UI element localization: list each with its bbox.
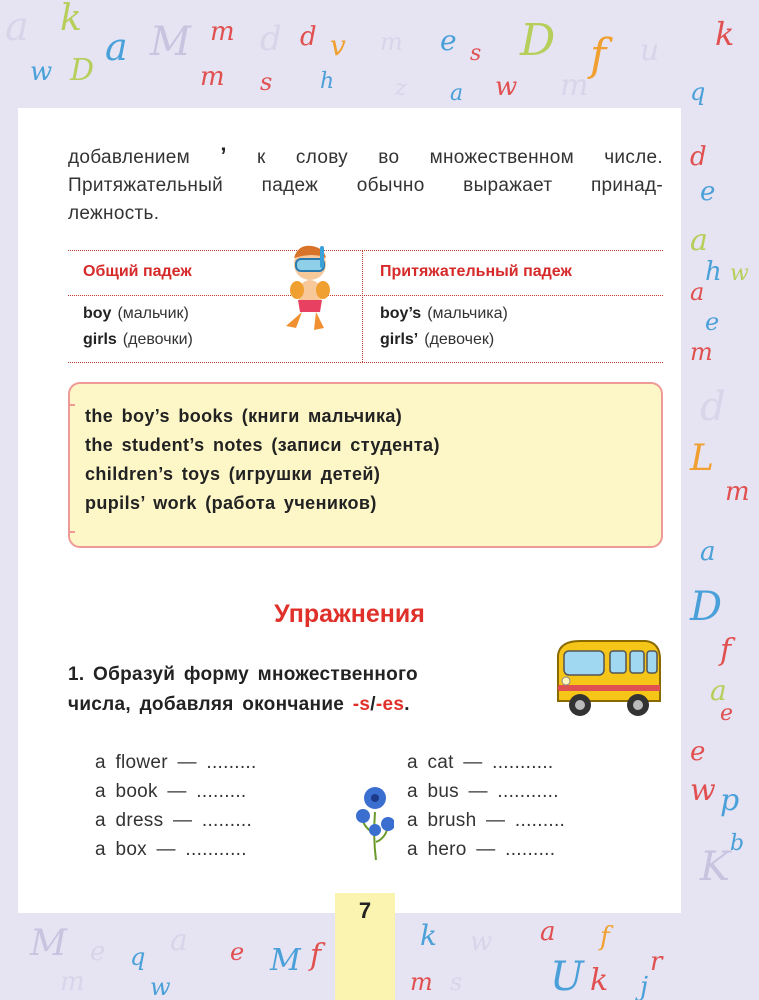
svg-text:m: m (725, 477, 750, 507)
exercise-1-instruction (68, 660, 548, 720)
svg-text:f: f (310, 938, 322, 973)
svg-text:e: e (690, 737, 706, 767)
exercise-word-item: a box — ........... (95, 839, 247, 860)
common-word: girls (83, 331, 117, 348)
svg-text:h: h (320, 69, 335, 94)
svg-text:s: s (260, 68, 273, 96)
svg-text:k: k (590, 963, 609, 998)
case-comparison-table (68, 250, 663, 362)
svg-text:m: m (60, 967, 85, 997)
svg-text:q: q (690, 78, 706, 106)
svg-text:f: f (590, 30, 607, 81)
suffix-es: -es (375, 694, 405, 715)
svg-text:m: m (410, 968, 433, 996)
exercises-heading: Упражнения (274, 600, 425, 628)
example-line: the student’s notes (записи студента) (85, 435, 440, 455)
exercise-word-item: a bus — ........... (407, 781, 559, 802)
svg-text:w: w (470, 927, 493, 957)
svg-text:a: a (540, 917, 556, 947)
svg-text:e: e (700, 177, 716, 207)
svg-text:w: w (150, 973, 171, 1000)
svg-text:d: d (690, 142, 707, 172)
cornflower-illustration (356, 782, 394, 862)
apostrophe-mark: ’ (220, 143, 227, 168)
svg-text:e: e (90, 937, 106, 967)
svg-text:D: D (520, 15, 556, 66)
example-line: children’s toys (игрушки детей) (85, 464, 381, 484)
instruction-text: числа, добавляя окончание (68, 694, 345, 715)
possessive-word: boy’s (380, 305, 422, 322)
possessive-word: girls’ (380, 331, 419, 348)
intro-line-2: Притяжательный падеж обычно выражает принад- (68, 175, 663, 196)
exercise-word-item: a brush — ......... (407, 810, 566, 831)
svg-text:k: k (60, 0, 82, 39)
svg-text:u: u (640, 33, 660, 68)
school-bus-illustration (550, 635, 665, 725)
svg-text:s: s (470, 41, 482, 66)
instruction-period: . (404, 694, 410, 715)
svg-text:a: a (690, 278, 705, 306)
possessive-examples-box (68, 382, 663, 548)
intro-text: к слову во множественном числе. (257, 147, 663, 168)
svg-text:s: s (450, 968, 463, 996)
table-row (380, 305, 508, 323)
table-column-divider (362, 250, 363, 362)
svg-text:e: e (720, 701, 734, 726)
svg-text:L: L (690, 438, 714, 479)
intro-paragraph (68, 142, 663, 228)
common-gloss: (девочки) (122, 331, 193, 348)
exercise-word-item: a cat — ........... (407, 752, 554, 773)
exercise-word-item: a book — ......... (95, 781, 247, 802)
page-number: 7 (358, 898, 372, 923)
svg-text:d: d (700, 384, 726, 430)
svg-text:m: m (560, 68, 589, 103)
svg-text:e: e (440, 24, 457, 57)
table-row (83, 331, 193, 349)
svg-text:q: q (130, 943, 146, 971)
example-line: the boy’s books (книги мальчика) (85, 406, 403, 426)
svg-text:z: z (395, 76, 407, 101)
svg-text:M: M (270, 943, 301, 978)
svg-text:D: D (70, 53, 95, 88)
svg-text:r: r (650, 947, 663, 977)
table-row (83, 305, 189, 323)
suffix-separator: / (370, 694, 376, 715)
svg-text:e: e (230, 938, 245, 966)
common-case-header: Общий падеж (83, 263, 192, 280)
svg-text:m: m (200, 62, 225, 92)
svg-text:f: f (720, 633, 732, 668)
svg-text:a: a (710, 674, 727, 707)
svg-text:a: a (105, 25, 128, 69)
svg-text:e: e (705, 308, 720, 336)
svg-text:a: a (450, 81, 464, 106)
svg-text:M: M (30, 923, 67, 964)
svg-text:w: w (495, 72, 518, 102)
possessive-gloss: (девочек) (424, 331, 495, 348)
svg-text:a: a (700, 537, 716, 567)
suffix-s: -s (352, 694, 371, 715)
svg-text:f: f (600, 922, 610, 952)
svg-text:w: w (730, 261, 749, 286)
common-word: boy (83, 305, 112, 322)
exercise-word-item: a dress — ......... (95, 810, 253, 831)
svg-text:a: a (690, 223, 708, 258)
table-top-border (68, 250, 663, 251)
svg-text:m: m (380, 28, 403, 56)
svg-text:a: a (170, 923, 188, 958)
intro-line-1 (68, 142, 663, 172)
svg-text:k: k (715, 15, 735, 53)
svg-text:D: D (690, 584, 723, 630)
table-bottom-border (68, 362, 663, 363)
svg-text:m: m (210, 17, 235, 47)
svg-text:j: j (640, 972, 649, 1000)
exercise-word-item: a hero — ......... (407, 839, 556, 860)
intro-text: добавлением (68, 147, 191, 168)
svg-text:d: d (260, 19, 282, 59)
instruction-line: 1. Образуй форму множественного (68, 664, 418, 685)
table-row (380, 331, 494, 349)
svg-text:M: M (150, 19, 191, 65)
example-line: pupils’ work (работа учеников) (85, 493, 377, 513)
svg-text:v: v (330, 29, 346, 62)
svg-text:U: U (550, 954, 584, 1000)
svg-text:p: p (720, 783, 740, 818)
svg-text:k: k (420, 919, 437, 952)
instruction-line (68, 690, 548, 720)
exercise-word-item: a flower — ......... (95, 752, 257, 773)
svg-text:b: b (730, 831, 745, 856)
svg-text:K: K (700, 844, 730, 890)
svg-text:h: h (705, 257, 722, 287)
diver-boy-illustration (284, 242, 336, 332)
svg-text:a: a (5, 4, 29, 50)
common-gloss: (мальчик) (117, 305, 189, 322)
possessive-case-header: Притяжательный падеж (380, 263, 572, 280)
svg-text:w: w (690, 773, 716, 808)
table-header-divider (68, 295, 663, 296)
svg-text:d: d (300, 22, 317, 52)
svg-text:m: m (690, 338, 713, 366)
possessive-gloss: (мальчика) (427, 305, 508, 322)
svg-text:w: w (30, 57, 53, 87)
intro-line-3: лежность. (68, 203, 160, 224)
